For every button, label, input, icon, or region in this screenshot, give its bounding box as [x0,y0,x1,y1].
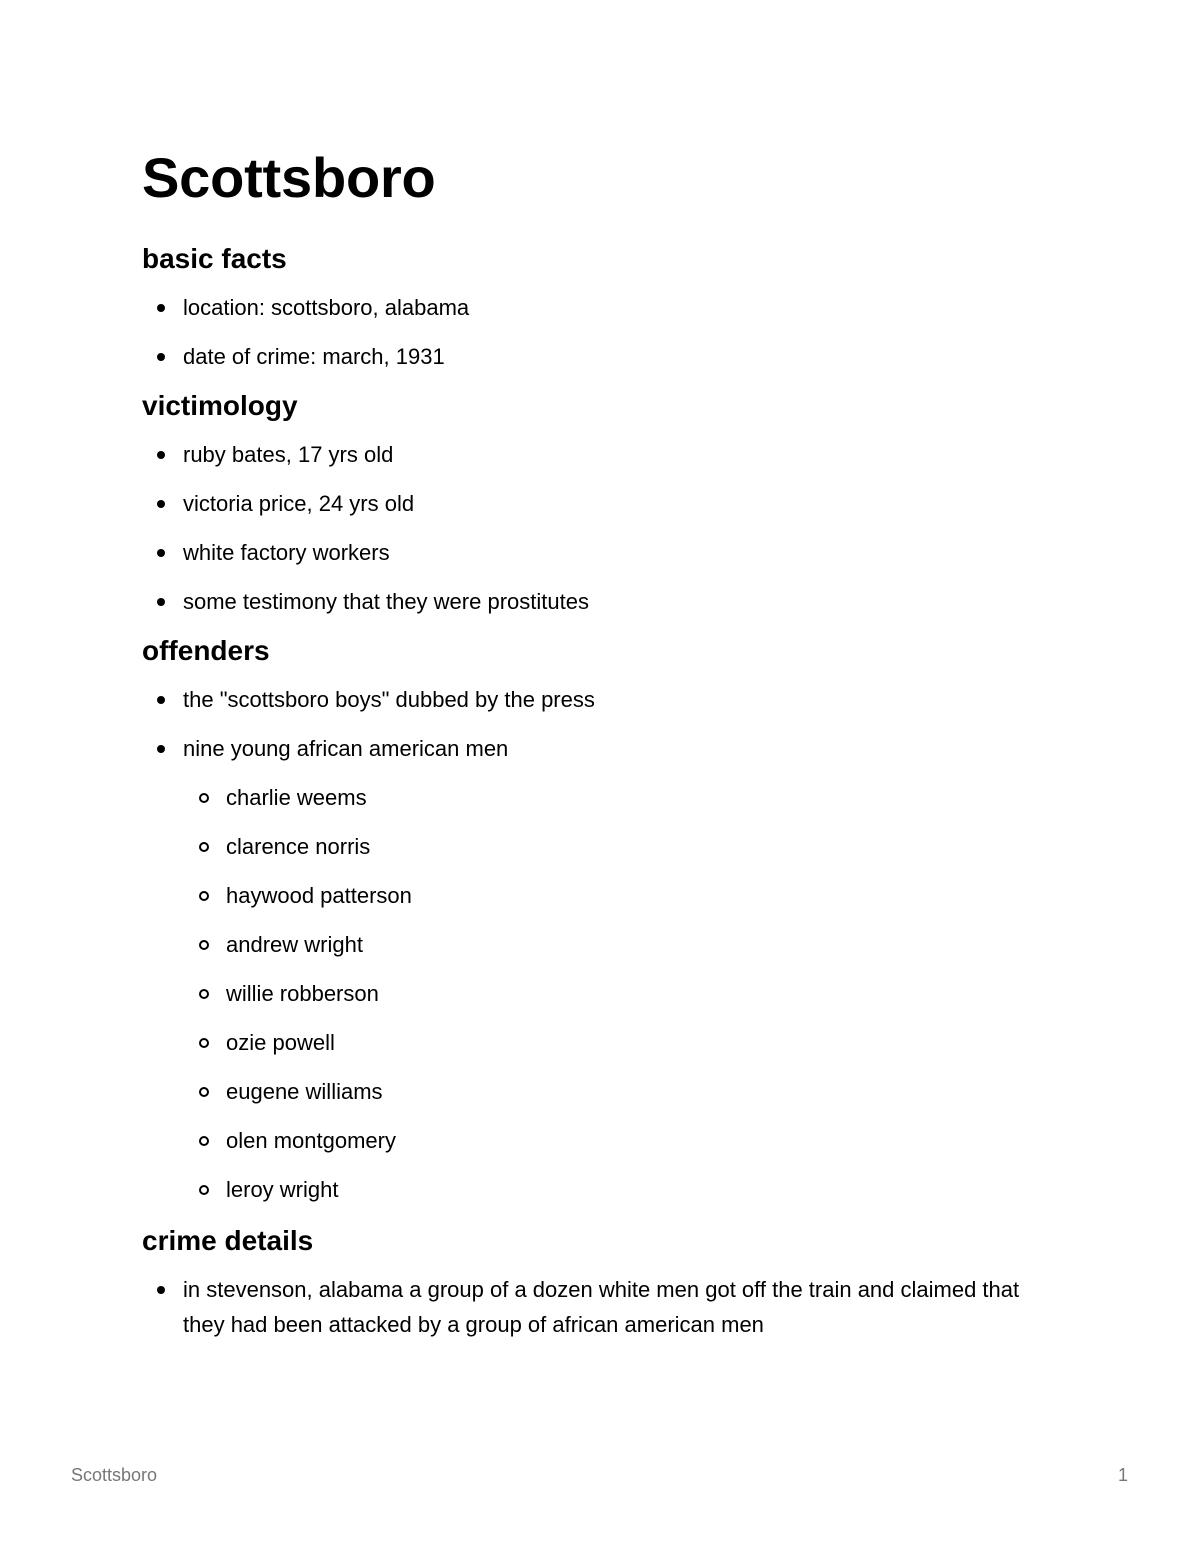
list-item: some testimony that they were prostitutes [142,584,1062,619]
list-item: in stevenson, alabama a group of a dozen white men got off the train and claimed that they had been attacked by a group of african american men [142,1272,1062,1342]
footer-page-number: 1 [1117,1465,1128,1485]
sublist-item: olen montgomery [183,1123,1062,1158]
list-item: ruby bates, 17 yrs old [142,437,1062,472]
list-item: location: scottsboro, alabama [142,290,1062,325]
sublist-item: haywood patterson [183,878,1062,913]
section-heading-basic-facts: basic facts [142,243,287,274]
footer-document-name: Scottsboro [71,1465,158,1485]
list-item [142,731,1062,1207]
list-item: victoria price, 24 yrs old [142,486,1062,521]
sublist-item: willie robberson [183,976,1062,1011]
list-crime-details [142,1272,1062,1342]
document-title: Scottsboro [142,146,436,209]
list-item: date of crime: march, 1931 [142,339,1062,374]
sublist-item: clarence norris [183,829,1062,864]
section-heading-victimology: victimology [142,390,298,421]
sublist-item: charlie weems [183,780,1062,815]
list-basic-facts [142,290,1062,374]
list-item: the "scottsboro boys" dubbed by the press [142,682,1062,717]
document-content [142,140,1062,1356]
sublist-item: eugene williams [183,1074,1062,1109]
list-item-text: nine young african american men [183,736,509,761]
section-heading-offenders: offenders [142,635,270,666]
sublist-item: leroy wright [183,1172,1062,1207]
list-victimology [142,437,1062,619]
section-heading-crime-details: crime details [142,1225,314,1256]
sublist-offender-names [183,780,1062,1207]
list-offenders [142,682,1062,1207]
list-item: white factory workers [142,535,1062,570]
sublist-item: andrew wright [183,927,1062,962]
sublist-item: ozie powell [183,1025,1062,1060]
